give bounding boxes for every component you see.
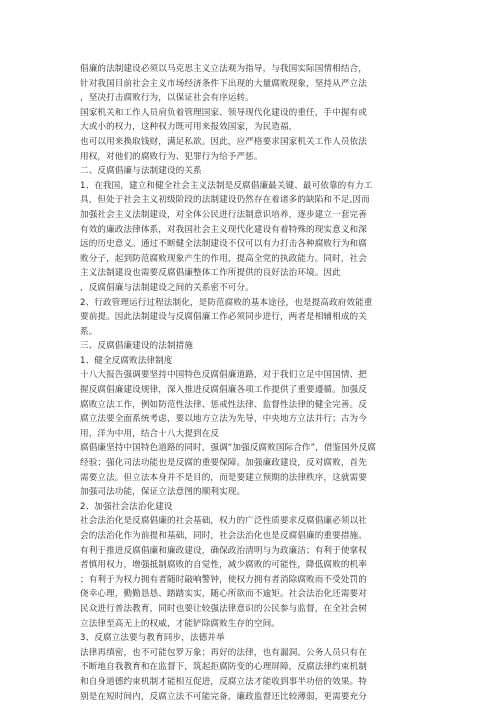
text-line: 别是在短时间内，反腐立法不可能完备，廉政监督还比较薄弱，更需要充分 [80,691,367,702]
text-line: 加强司法功能，保证立法意图的顺利实现。 [80,487,246,498]
text-line: 法律再缜密，也不可能包罗万象；再好的法律，也有漏洞。公务人员只有在 [80,647,367,658]
text-line: 主义法制建设也需要反腐倡廉整体工作所提供的良好法治环境。因此 [80,268,341,279]
text-line: 和自身道德约束机制才能相互促进，反腐立法才能收到事半功倍的效果。特 [80,676,367,687]
text-line: 要前提。因此法制建设与反腐倡廉工作必须同步进行，两者是相辅相成的关 [80,312,367,323]
text-line: 不断地自我教育和在监督下，筑起拒腐防变的心理屏障，反腐法律约束机制 [80,662,367,673]
subsection-heading: 2、加强社会法治化建设 [80,501,173,512]
text-line: 腐倡廉坚持中国特色道路的同时，强调“加强反腐败国际合作”，借鉴国外反腐 [80,443,376,454]
text-line: 也可以用来换取钱财，满足私欲。因此，应严格要求国家机关工作人员依法 [80,136,367,147]
text-line: 者慎用权力，增强抵制腐败的自觉性，减少腐败的可能性，降低腐败的机率 [80,560,367,571]
text-line: 用权，对他们的腐败行为、犯罪行为给予严惩。 [80,151,263,162]
text-line: 2、行政管理运行过程法制化，是防范腐败的基本途径，也是提高政府效能重 [80,297,373,308]
text-line: 立法律至高无上的权威，才能铲除腐败生存的空间。 [80,618,280,629]
text-line: 侥幸心理，勤勤恳恳、踏踏实实，随心所欲而不逾矩。社会法治化还需要对 [80,589,367,600]
text-line: 大或小的权力，这种权力既可用来报效国家，为民造福， [80,122,298,133]
text-line: 会的法治化作为前提和基础，同时，社会法治化也是反腐倡廉的重要措施。 [80,531,367,541]
subsection-heading: 1、健全反腐败法律制度 [80,355,173,366]
section-heading: 二、反腐倡廉与法制建设的关系 [80,166,202,177]
text-line: 用，洋为中用，结合十八大提到在反 [80,428,220,439]
text-line: 国家机关和工作人员肩负着管理国家、领导现代化建设的重任，手中握有或 [80,107,367,118]
text-line: 十八大报告强调要坚持中国特色反腐倡廉道路，对于我们立足中国国情、把 [80,370,367,381]
text-line: 民众进行普法教育，同时也要让较强法律意识的公民参与监督，在全社会树 [80,603,367,614]
text-line: 1、在我国，建立和健全社会主义法制是反腐倡廉最关键、最可依靠的有力工 [80,180,373,191]
text-line: 系。 [80,326,98,337]
text-line: ，坚决打击腐败行为，以保证社会有序运转。 [80,93,254,104]
text-line: 加强社会主义法制建设，对全体公民进行法制意识培养，逐步建立一套完善 [80,209,367,220]
text-line: 腐立法要全面系统考虑，要以地方立法为先导，中央地方立法并行；古为今 [80,414,367,425]
text-line: 经验；强化司法功能也是反腐的重要保障。加强廉政建设，反对腐败，首先 [80,458,367,469]
text-line: 社会法治化是反腐倡廉的社会基础，权力的广泛性质要求反腐倡廉必须以社 [80,516,367,527]
subsection-heading: 3、反腐立法要与教育同步，法德并举 [80,633,225,644]
document-body [80,62,423,704]
text-line: 有效的廉政法律体系，对我国社会主义现代化建设有着特殊的现实意义和深 [80,224,367,235]
text-line: 针对我国目前社会主义市场经济条件下出现的大量腐败现象，坚持从严立法 [80,78,367,89]
text-line: 有利于推进反腐倡廉和廉政建设，确保政治清明与为政廉洁；有利于使掌权 [80,545,367,556]
text-line: 腐败立法工作，例如防范性法律、惩戒性法律、监督性法律的健全完善。反 [80,399,367,410]
text-line: 倡廉的法制建设必须以马克思主义立法观为指导，与我国实际国情相结合， [80,64,367,74]
text-line: 远的历史意义。通过不断健全法制建设不仅可以有力打击各种腐败行为和腐 [80,239,367,250]
text-line: 握反腐倡廉建设规律，深入推进反腐倡廉各项工作提供了重要遵循。加强反 [80,385,367,396]
text-line: ；有利于为权力拥有者随时敲响警钟，使权力拥有者消除腐败而不受处罚的 [80,574,367,585]
text-line: 具，但处于社会主义初级阶段的法制建设仍然存在着诸多的缺陷和不足,因而 [80,195,370,206]
text-line: 需要立法。但立法本身并不是目的，而是要建立预期的法律秩序，这就需要 [80,472,367,483]
section-heading: 三、反腐倡廉建设的法制措施 [80,341,194,352]
text-line: ，反腐倡廉与法制建设之间的关系密不可分。 [80,282,254,293]
text-line: 败分子，起到防范腐败现象产生的作用，提高全党的执政能力。同时，社会 [80,253,367,264]
